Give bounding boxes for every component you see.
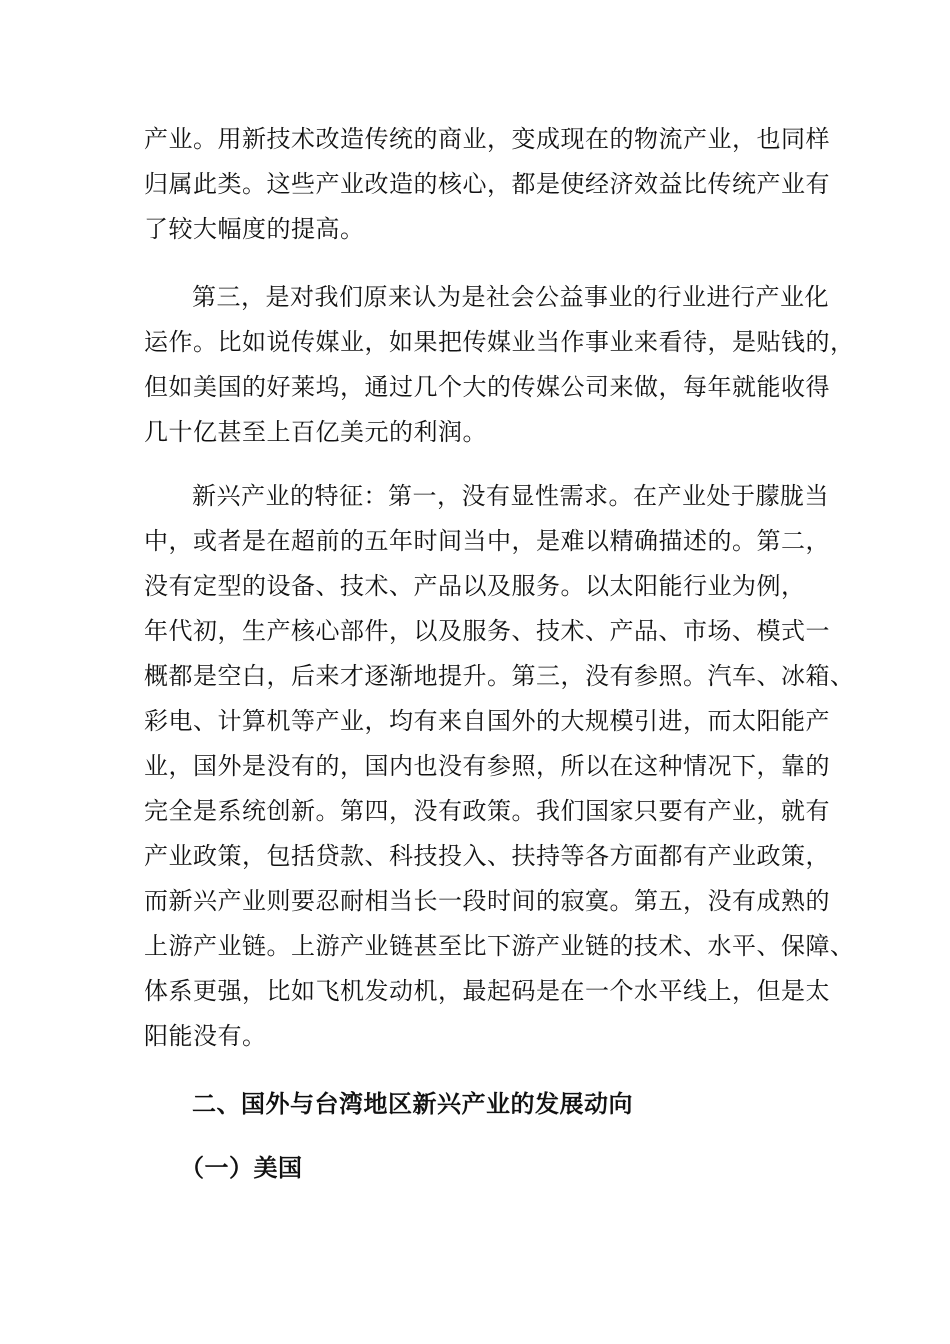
paragraph-line: 但如美国的好莱坞，通过几个大的传媒公司来做，每年就能收得 <box>144 373 830 401</box>
paragraph-line: 运作。比如说传媒业，如果把传媒业当作事业来看待，是贴钱的， <box>144 328 855 356</box>
subsection-heading: （一）美国 <box>180 1153 303 1182</box>
paragraph-line: 中，或者是在超前的五年时间当中，是难以精确描述的。第二， <box>144 527 830 555</box>
paragraph-line: 新兴产业的特征：第一，没有显性需求。在产业处于朦胧当 <box>192 482 829 510</box>
paragraph-line: 第三，是对我们原来认为是社会公益事业的行业进行产业化 <box>192 283 829 311</box>
paragraph-line: 概都是空白，后来才逐渐地提升。第三，没有参照。汽车、冰箱、 <box>144 662 855 690</box>
paragraph-line: 几十亿甚至上百亿美元的利润。 <box>144 418 487 446</box>
paragraph-emerging-industry-features <box>144 474 855 1059</box>
paragraph-line: 完全是系统创新。第四，没有政策。我们国家只要有产业，就有 <box>144 797 830 825</box>
paragraph-line: 阳能没有。 <box>144 1022 267 1050</box>
section-heading: 二、国外与台湾地区新兴产业的发展动向 <box>192 1089 633 1118</box>
paragraph-line: 年代初，生产核心部件，以及服务、技术、产品、市场、模式一 <box>144 617 830 645</box>
paragraph-line: 归属此类。这些产业改造的核心，都是使经济效益比传统产业有 <box>144 170 830 198</box>
paragraph-line: 产业。用新技术改造传统的商业，变成现在的物流产业，也同样 <box>144 125 830 153</box>
paragraph-line: 上游产业链。上游产业链甚至比下游产业链的技术、水平、保障、 <box>144 932 855 960</box>
paragraph-line: 业，国外是没有的，国内也没有参照，所以在这种情况下，靠的 <box>144 752 830 780</box>
paragraph-line: 没有定型的设备、技术、产品以及服务。以太阳能行业为例， <box>144 572 806 600</box>
paragraph-line: 而新兴产业则要忍耐相当长一段时间的寂寞。第五，没有成熟的 <box>144 887 830 915</box>
paragraph-industry-transformation <box>144 117 830 252</box>
paragraph-third-point <box>144 275 855 455</box>
paragraph-line: 产业政策，包括贷款、科技投入、扶持等各方面都有产业政策， <box>144 842 830 870</box>
paragraph-line: 了较大幅度的提高。 <box>144 215 365 243</box>
paragraph-line: 彩电、计算机等产业，均有来自国外的大规模引进，而太阳能产 <box>144 707 830 735</box>
paragraph-line: 体系更强，比如飞机发动机，最起码是在一个水平线上，但是太 <box>144 977 830 1005</box>
